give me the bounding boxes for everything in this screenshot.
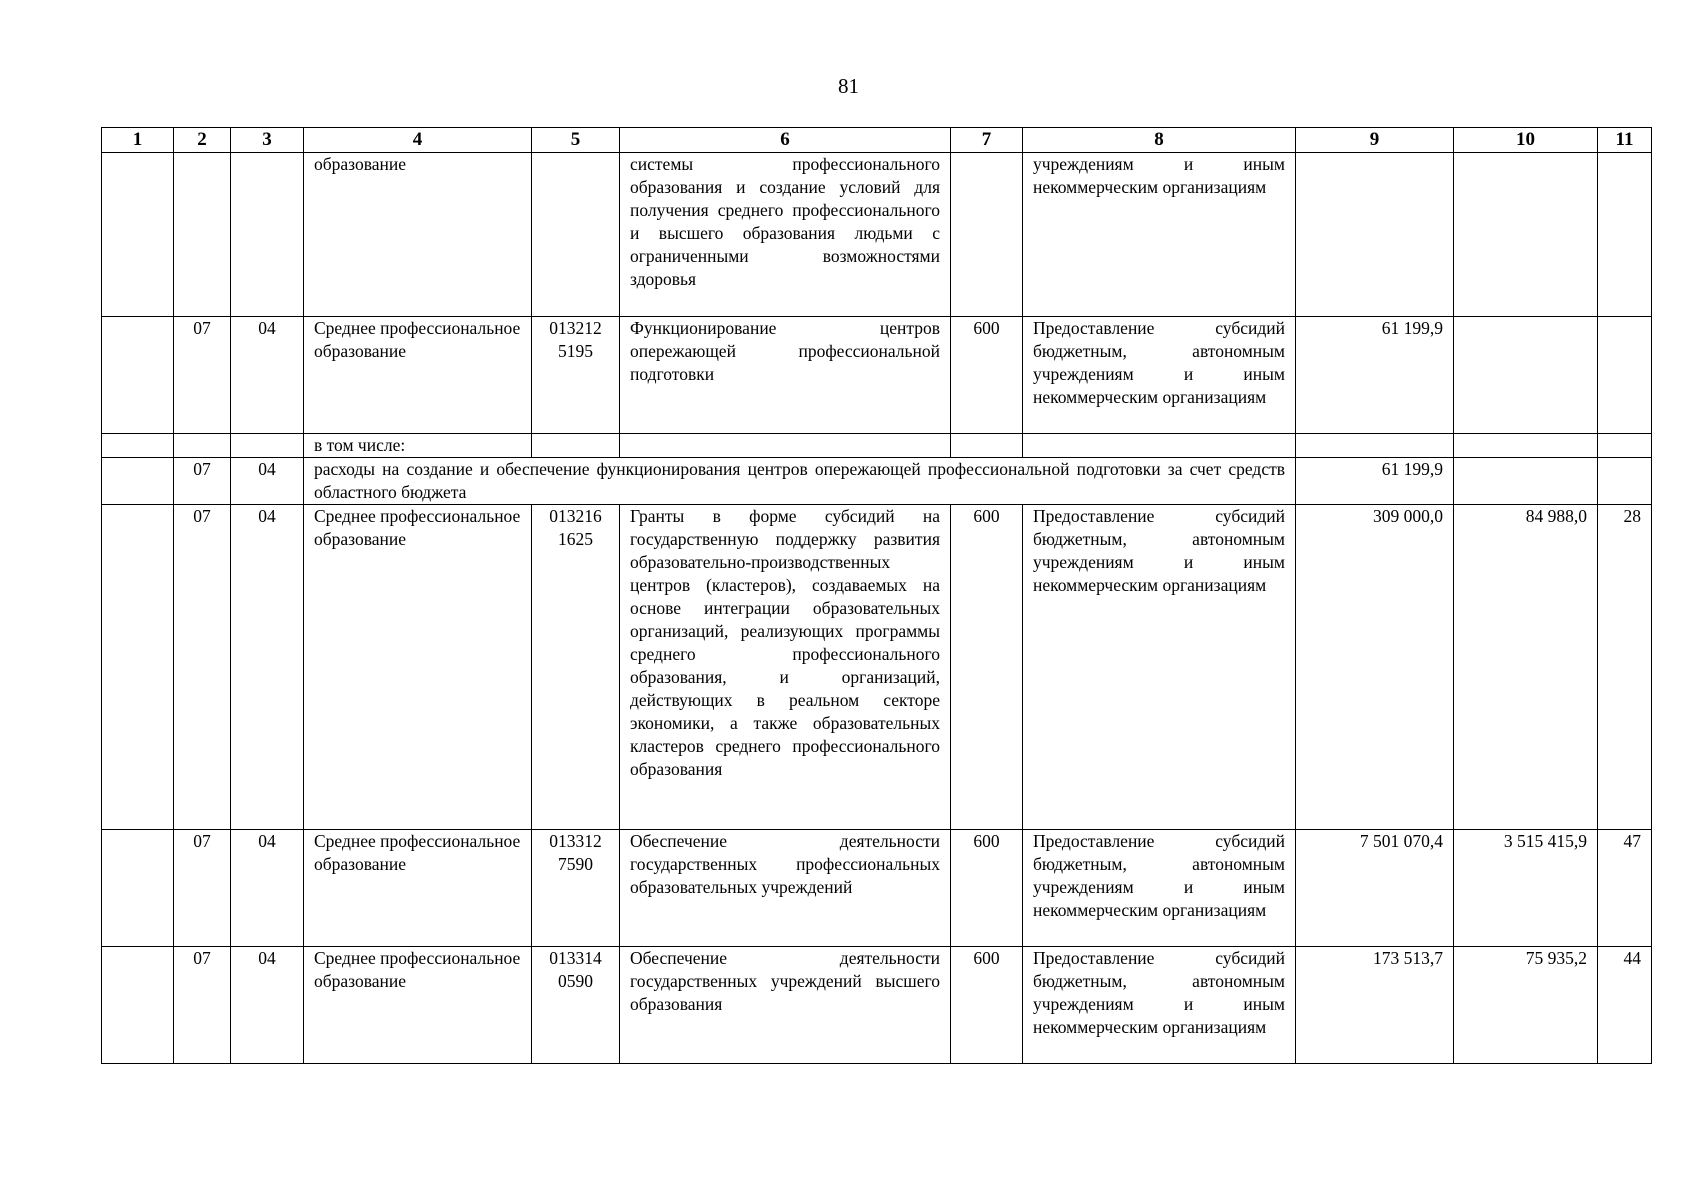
table-row [102, 505, 1652, 830]
cell-amount-actual [1454, 458, 1598, 505]
cell-expense-type [951, 434, 1023, 458]
table-row [102, 458, 1652, 505]
cell-col1 [102, 505, 174, 830]
header-row [102, 128, 1652, 153]
cell-section: 07 [174, 458, 231, 505]
cell-target-code: 013216 1625 [532, 505, 620, 830]
cell-subsection-name: Среднее профессиональное образование [304, 317, 532, 434]
cell-amount-plan [1296, 434, 1454, 458]
cell-col1 [102, 153, 174, 317]
cell-expense-type-name: Предоставление субсидий бюджетным, автономным учреждениям и иным некоммерческим организациям [1023, 505, 1296, 830]
cell-target-name: Функционирование центров опережающей профессиональной подготовки [620, 317, 951, 434]
cell-expense-type: 600 [951, 505, 1023, 830]
table-row [102, 830, 1652, 947]
cell-section: 07 [174, 317, 231, 434]
cell-expense-type-name: учреждениям и иным некоммерческим организациям [1023, 153, 1296, 317]
cell-subsection [231, 153, 304, 317]
header-cell: 5 [532, 128, 620, 153]
cell-amount-plan: 61 199,9 [1296, 458, 1454, 505]
header-cell: 1 [102, 128, 174, 153]
cell-amount-actual [1454, 434, 1598, 458]
header-cell: 10 [1454, 128, 1598, 153]
cell-target-name: системы профессионального образования и создание условий для получения среднего профессионального и высшего образования людьми с ограниченными возможностями здоровья [620, 153, 951, 317]
cell-subsection-name: Среднее профессиональное образование [304, 505, 532, 830]
cell-target-code: 013314 0590 [532, 947, 620, 1064]
cell-subsection: 04 [231, 505, 304, 830]
cell-expense-type-name [1023, 434, 1296, 458]
cell-expense-type-name: Предоставление субсидий бюджетным, автономным учреждениям и иным некоммерческим организациям [1023, 830, 1296, 947]
cell-amount-actual [1454, 317, 1598, 434]
cell-target-code [532, 434, 620, 458]
cell-col1 [102, 458, 174, 505]
cell-including-label: в том числе: [304, 434, 532, 458]
cell-amount-plan: 7 501 070,4 [1296, 830, 1454, 947]
cell-subsection [231, 434, 304, 458]
table-row [102, 947, 1652, 1064]
cell-expense-type: 600 [951, 317, 1023, 434]
header-cell: 6 [620, 128, 951, 153]
cell-amount-actual: 75 935,2 [1454, 947, 1598, 1064]
cell-subsection: 04 [231, 317, 304, 434]
cell-target-name [620, 434, 951, 458]
cell-amount-plan: 61 199,9 [1296, 317, 1454, 434]
cell-target-code: 013312 7590 [532, 830, 620, 947]
cell-col1 [102, 947, 174, 1064]
header-cell: 7 [951, 128, 1023, 153]
cell-percent [1598, 317, 1652, 434]
cell-percent [1598, 434, 1652, 458]
cell-subsection: 04 [231, 947, 304, 1064]
cell-col1 [102, 434, 174, 458]
cell-target-name: Обеспечение деятельности государственных профессиональных образовательных учреждений [620, 830, 951, 947]
cell-subsection: 04 [231, 458, 304, 505]
cell-col1 [102, 317, 174, 434]
cell-percent [1598, 458, 1652, 505]
cell-section: 07 [174, 505, 231, 830]
header-cell: 3 [231, 128, 304, 153]
cell-percent: 28 [1598, 505, 1652, 830]
cell-subsection-name: Среднее профессиональное образование [304, 830, 532, 947]
header-cell: 9 [1296, 128, 1454, 153]
header-cell: 4 [304, 128, 532, 153]
cell-section [174, 434, 231, 458]
cell-percent: 47 [1598, 830, 1652, 947]
header-cell: 2 [174, 128, 231, 153]
cell-merged-description: расходы на создание и обеспечение функционирования центров опережающей профессиональной подготовки за счет средств областного бюджета [304, 458, 1296, 505]
cell-amount-actual: 3 515 415,9 [1454, 830, 1598, 947]
cell-subsection-name: образование [304, 153, 532, 317]
table-row [102, 153, 1652, 317]
cell-expense-type-name: Предоставление субсидий бюджетным, автономным учреждениям и иным некоммерческим организациям [1023, 947, 1296, 1064]
cell-amount-actual: 84 988,0 [1454, 505, 1598, 830]
cell-expense-type-name: Предоставление субсидий бюджетным, автономным учреждениям и иным некоммерческим организациям [1023, 317, 1296, 434]
header-cell: 8 [1023, 128, 1296, 153]
cell-subsection: 04 [231, 830, 304, 947]
cell-target-name: Гранты в форме субсидий на государственную поддержку развития образовательно-производственных центров (кластеров), создаваемых на основе интеграции образовательных организаций, реализующих программы среднего профессионального образования, и организаций, действующих в реальном секторе экономики, а также образовательных кластеров среднего профессионального образования [620, 505, 951, 830]
cell-amount-plan [1296, 153, 1454, 317]
budget-table [101, 127, 1652, 1064]
cell-amount-actual [1454, 153, 1598, 317]
cell-amount-plan: 173 513,7 [1296, 947, 1454, 1064]
cell-section [174, 153, 231, 317]
cell-expense-type: 600 [951, 947, 1023, 1064]
cell-subsection-name: Среднее профессиональное образование [304, 947, 532, 1064]
table-row [102, 434, 1652, 458]
cell-col1 [102, 830, 174, 947]
cell-expense-type [951, 153, 1023, 317]
cell-section: 07 [174, 947, 231, 1064]
cell-target-code: 013212 5195 [532, 317, 620, 434]
table-row [102, 317, 1652, 434]
page-number: 81 [838, 74, 859, 98]
cell-percent [1598, 153, 1652, 317]
cell-percent: 44 [1598, 947, 1652, 1064]
cell-target-code [532, 153, 620, 317]
cell-expense-type: 600 [951, 830, 1023, 947]
header-cell: 11 [1598, 128, 1652, 153]
cell-amount-plan: 309 000,0 [1296, 505, 1454, 830]
cell-section: 07 [174, 830, 231, 947]
cell-target-name: Обеспечение деятельности государственных учреждений высшего образования [620, 947, 951, 1064]
